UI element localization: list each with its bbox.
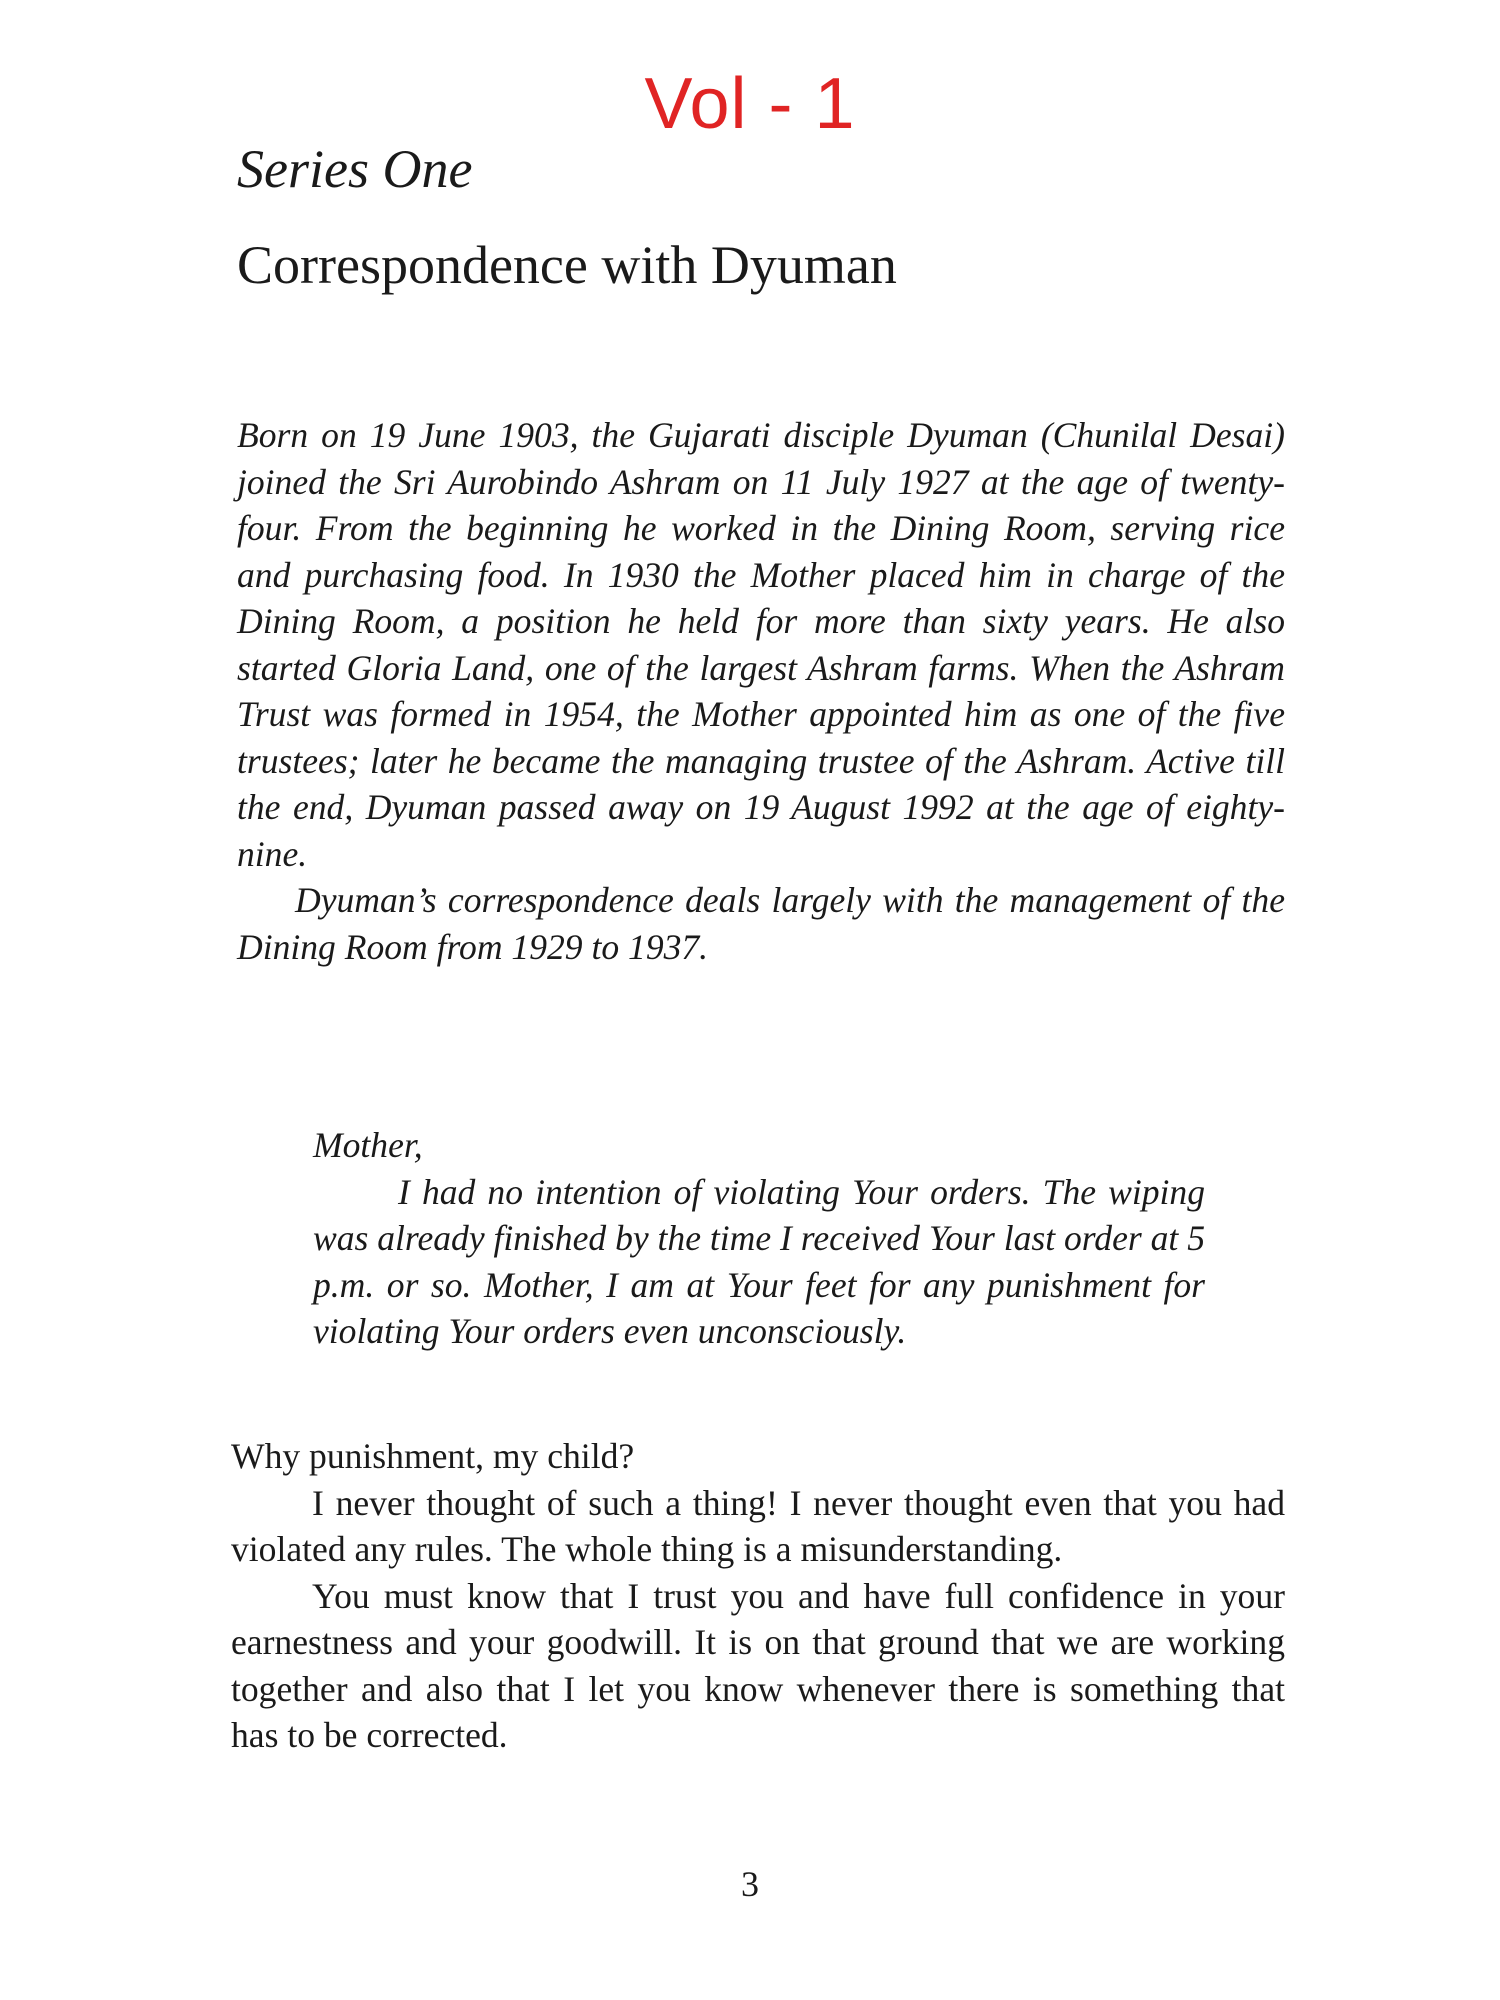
page-number: 3 [741,1864,759,1904]
reply-opening: Why punishment, my child? [231,1436,635,1476]
page-title: Correspondence with Dyuman [237,235,897,295]
intro-section [237,412,1285,970]
reply-paragraph: You must know that I trust you and have full confidence in your earnestness and your goodwill. It is on that ground that we are working together and also that I let you know whenever there is something that has to be corrected. [231,1575,1285,1755]
letter-body: I had no intention of violating Your orders. The wiping was already finished by the time I received Your last order at 5 p.m. or so. Mother, I am at Your feet for any punishment for violating Your orders even unconsciously. [313,1171,1205,1351]
reply-paragraph: I never thought of such a thing! I never thought even that you had violated any rules. The whole thing is a misunderstanding. [231,1482,1285,1569]
reply-section [231,1433,1285,1759]
intro-paragraph: Dyuman’s correspondence deals largely with the management of the Dining Room from 1929 to 1937. [237,880,1285,967]
letter-section [313,1122,1205,1355]
series-title: Series One [237,139,473,199]
intro-paragraph: Born on 19 June 1903, the Gujarati disciple Dyuman (Chunilal Desai) joined the Sri Aurobindo Ashram on 11 July 1927 at the age of twenty-four. From the beginning he worked in the Dining Room, serving rice and purchasing food. In 1930 the Mother placed him in charge of the Dining Room, a position he held for more than sixty years. He also started Gloria Land, one of the largest Ashram farms. When the Ashram Trust was formed in 1954, the Mother appointed him as one of the five trustees; later he became the managing trustee of the Ashram. Active till the end, Dyuman passed away on 19 August 1992 at the age of eighty-nine. [237,415,1285,874]
letter-salutation: Mother, [313,1125,423,1165]
volume-label: Vol - 1 [644,64,856,144]
